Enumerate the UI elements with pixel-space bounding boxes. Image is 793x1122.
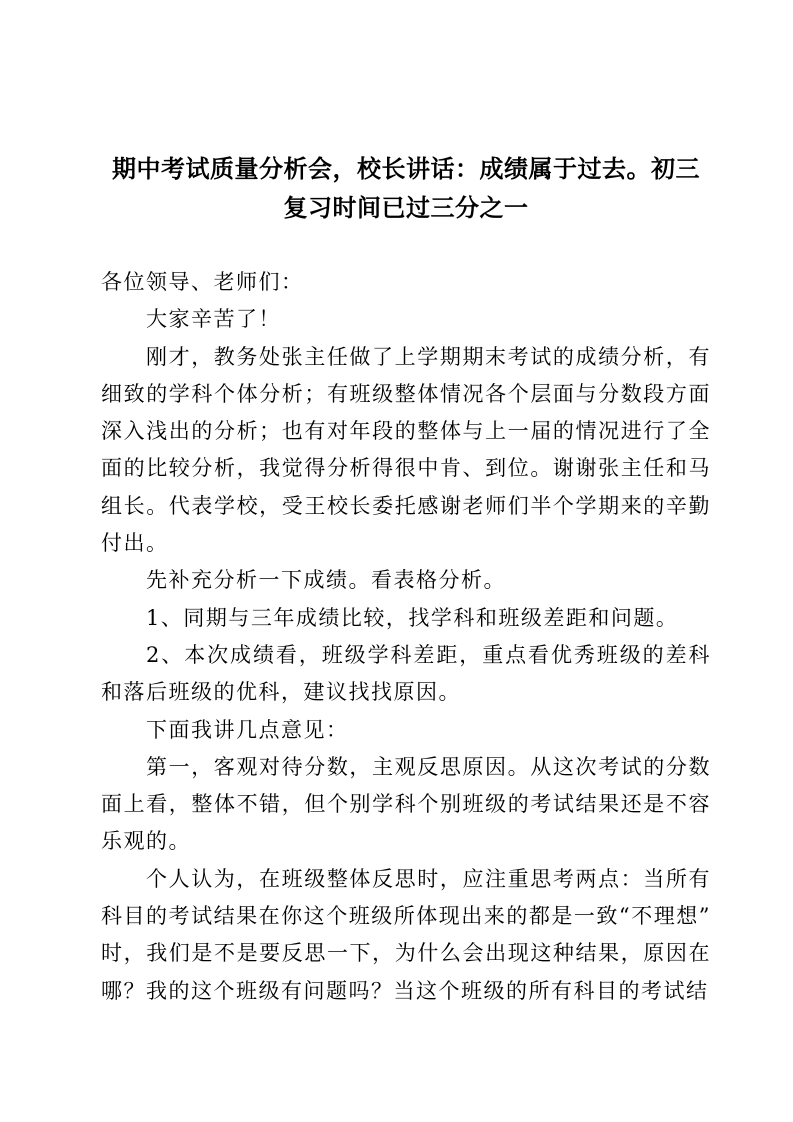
paragraph-greeting: 大家辛苦了！ (146, 307, 281, 332)
paragraph-supplement-intro: 先补充分析一下成绩。看表格分析。 (146, 568, 506, 593)
document-title: 期中考试质量分析会，校长讲话：成绩属于过去。初三复习时间已过三分之一 (112, 155, 700, 222)
paragraph-point-2: 2、本次成绩看，班级学科差距，重点看优秀班级的差科和落后班级的优科，建议找找原因。 (101, 642, 711, 705)
paragraph-analysis-summary: 刚才，教务处张主任做了上学期期末考试的成绩分析，有细致的学科个体分析；有班级整体情况各个层面与分数段方面深入浅出的分析；也有对年段的整体与上一届的情况进行了全面的比较分析，我觉得分析得很中肯、到位。谢谢张主任和马组长。代表学校，受王校长委托感谢老师们半个学期来的辛勤付出。 (101, 344, 711, 556)
paragraph-personal-view: 个人认为，在班级整体反思时，应注重思考两点：当所有科目的考试结果在你这个班级所体现出来的都是一致“不理想”时，我们是不是要反思一下，为什么会出现这种结果，原因在哪？我的这个班级有问题吗？当这个班级的所有科目的考试结 (101, 866, 711, 1003)
paragraph-salutation: 各位领导、老师们： (101, 270, 304, 294)
paragraph-point-1: 1、同期与三年成绩比较，找学科和班级差距和问题。 (146, 605, 679, 630)
paragraph-opinions-intro: 下面我讲几点意见： (146, 717, 349, 742)
document-body (101, 264, 711, 1010)
paragraph-first-opinion: 第一，客观对待分数，主观反思原因。从这次考试的分数面上看，整体不错，但个别学科个别班级的考试结果还是不容乐观的。 (101, 754, 711, 854)
